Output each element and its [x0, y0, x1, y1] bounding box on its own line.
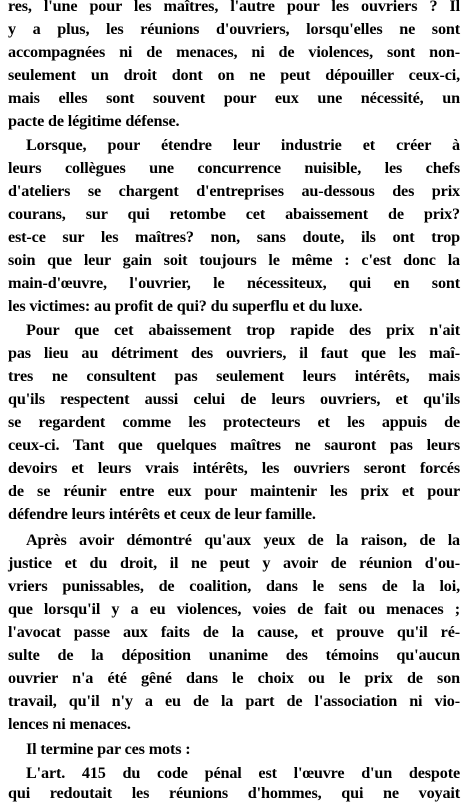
- text-line: qui redoutait les réunions d'hommes, qui ne voyait: [8, 784, 460, 802]
- text-line: est-ce sur les maîtres? non, sans doute, ils ont trop: [8, 228, 460, 246]
- text-line: défendre leurs intérêts et ceux de leur famille.: [8, 505, 316, 523]
- text-line: sulte de la déposition unanime des témoins qu'aucun: [8, 646, 460, 664]
- text-line: L'art. 415 du code pénal est l'œuvre d'un despote: [26, 764, 460, 782]
- text-line: Après avoir démontré qu'aux yeux de la raison, de la: [26, 531, 460, 549]
- text-line: l'avocat passe aux faits de la cause, et prouve qu'il ré-: [8, 623, 460, 641]
- text-line: qu'ils respectent aussi celui de leurs ouvriers, et qu'ils: [8, 390, 460, 408]
- text-line: travail, qu'il n'y a eu de la part de l'association ni vio-: [8, 692, 460, 710]
- text-line: leurs collègues une concurrence nuisible, les chefs: [8, 159, 460, 177]
- text-line: ouvrier n'a été gêné dans le choix ou le prix de son: [8, 669, 460, 687]
- text-line: courans, sur qui retombe cet abaissement de prix?: [8, 205, 460, 223]
- text-line: accompagnées ni de menaces, ni de violences, sont non-: [8, 43, 460, 61]
- text-line: se regardent comme les protecteurs et les appuis de: [8, 413, 460, 431]
- text-line: main-d'œuvre, l'ouvrier, le nécessiteux, qui en sont: [8, 274, 460, 292]
- text-line: Lorsque, pour étendre leur industrie et créer à: [26, 136, 460, 154]
- text-line: y a plus, les réunions d'ouvriers, lorsqu'elles ne sont: [8, 20, 460, 38]
- text-line: mais elles sont souvent pour eux une nécessité, un: [8, 89, 460, 107]
- text-line: seulement un droit dont on ne peut dépouiller ceux-ci,: [8, 66, 460, 84]
- text-line: soin que leur gain soit toujours le même : c'est donc la: [8, 251, 460, 269]
- text-line: que lorsqu'il y a eu violences, voies de fait ou menaces ;: [8, 600, 460, 618]
- text-line: d'ateliers se chargent d'entreprises au-dessous des prix: [8, 182, 460, 200]
- text-line: lences ni menaces.: [8, 715, 131, 733]
- text-line: pacte de légitime défense.: [8, 112, 180, 130]
- text-line: pas lieu au détriment des ouvriers, il faut que les maî-: [8, 344, 460, 362]
- text-line: justice et du droit, il ne peut y avoir de réunion d'ou-: [8, 554, 460, 572]
- text-line: vriers punissables, de coalition, dans le sens de la loi,: [8, 577, 460, 595]
- text-line: devoirs et leurs vrais intérêts, les ouvriers seront forcés: [8, 459, 460, 477]
- text-line: res, l'une pour les maîtres, l'autre pour les ouvriers ? Il: [8, 0, 460, 15]
- text-line: les victimes: au profit de qui? du superflu et du luxe.: [8, 297, 363, 315]
- text-line: de se réunir entre eux pour maintenir les prix et pour: [8, 482, 460, 500]
- text-line: ceux-ci. Tant que quelques maîtres ne sauront pas leurs: [8, 436, 460, 454]
- text-line: Pour que cet abaissement trop rapide des prix n'ait: [26, 321, 460, 339]
- text-line: Il termine par ces mots :: [26, 740, 191, 758]
- text-line: tres ne consultent pas seulement leurs intérêts, mais: [8, 367, 460, 385]
